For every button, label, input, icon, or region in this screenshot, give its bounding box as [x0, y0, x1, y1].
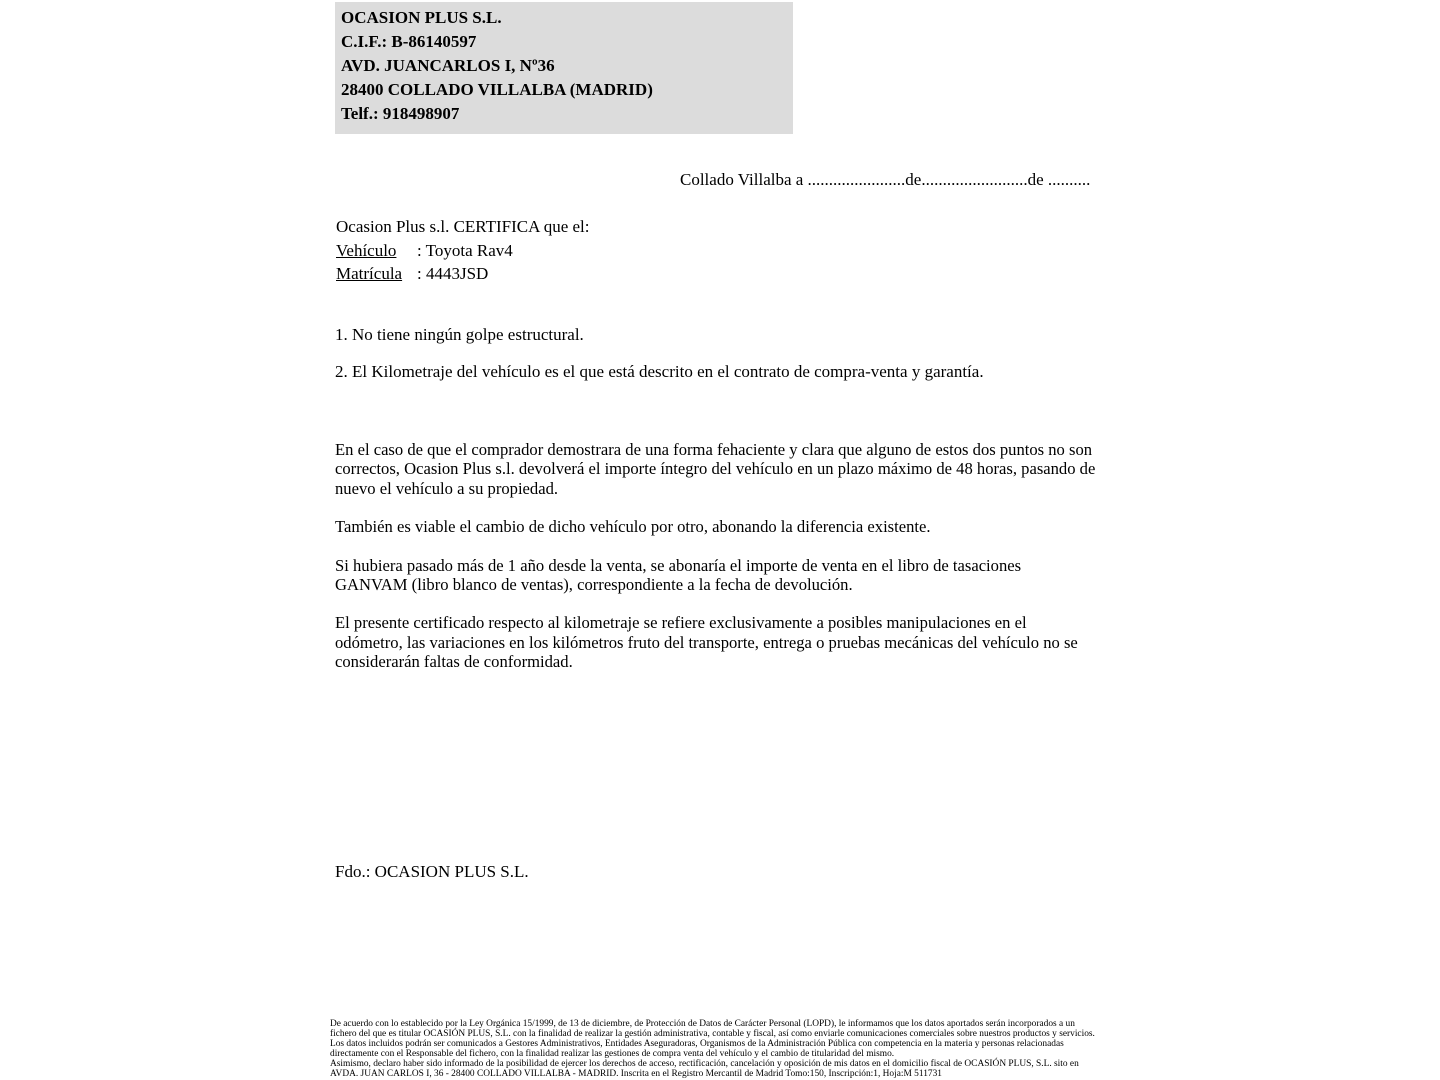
point-2: 2. El Kilometraje del vehículo es el que está descrito en el contrato de compra-venta y garantía. — [335, 362, 984, 381]
company-name: OCASION PLUS S.L. — [341, 8, 502, 27]
footer-data-sharing: Los datos incluidos podrán ser comunicados a Gestores Administrativos, Entidades Aseguradoras, Organismos de la Administración Pública con competencia en la materia y personas relacionadas directamente con el Responsable del fichero, con la finalidad realizar las gestiones de compra venta del vehículo y el cambio de titularidad del mismo. — [330, 1039, 1064, 1059]
body-paragraphs — [335, 440, 1097, 691]
company-header-box — [335, 2, 793, 134]
date-line: Collado Villalba a .......................de.........................de .......... — [680, 170, 1091, 189]
vehicle-row — [336, 239, 590, 263]
plate-row — [336, 262, 590, 286]
company-address: AVD. JUANCARLOS I, Nº36 — [341, 56, 555, 75]
company-phone: Telf.: 918498907 — [341, 104, 460, 123]
legal-footer — [330, 1019, 1102, 1079]
paragraph-ganvam: Si hubiera pasado más de 1 año desde la venta, se abonaría el importe de venta en el libro de tasaciones GANVAM (libro blanco de ventas), correspondiente a la fecha de devolución. — [335, 555, 1022, 595]
vehicle-value: : Toyota Rav4 — [417, 240, 513, 260]
certification-block — [336, 215, 590, 286]
certifica-intro: Ocasion Plus s.l. CERTIFICA que el: — [336, 217, 590, 236]
company-cif: C.I.F.: B-86140597 — [341, 32, 477, 51]
paragraph-odometer: El presente certificado respecto al kilometraje se refiere exclusivamente a posibles manipulaciones en el odómetro, las variaciones en los kilómetros fruto del transporte, entrega o pruebas mecánicas del vehículo no se considerarán faltas de conformidad. — [335, 613, 1078, 672]
paragraph-exchange: También es viable el cambio de dicho vehículo por otro, abonando la diferencia existente. — [335, 517, 931, 537]
certified-points — [335, 325, 1105, 382]
plate-value: : 4443JSD — [417, 264, 489, 284]
paragraph-refund: En el caso de que el comprador demostrara de una forma fehaciente y clara que alguno de estos dos puntos no son correctos, Ocasion Plus s.l. devolverá el importe íntegro del vehículo en un plazo máximo de 48 horas, pasando de nuevo el vehículo a su propiedad. — [335, 440, 1096, 498]
vehicle-label: Vehículo — [336, 240, 397, 260]
plate-label: Matrícula — [336, 264, 403, 284]
footer-rights: Asimismo, declaro haber sido informado de la posibilidad de ejercer los derechos de acceso, rectificación, cancelación y oposición de mis datos en el domicilio fiscal de OCASIÓN PLUS, S.L. sito en AVDA. JUAN CARLOS I, 36 - 28400 COLLADO VILLALBA - MADRID. Inscrita en el Registro Mercantil de Madrid Tomo:150, Inscripción:1, Hoja:M 511731 — [330, 1059, 1079, 1079]
point-1: 1. No tiene ningún golpe estructural. — [335, 325, 584, 344]
company-city: 28400 COLLADO VILLALBA (MADRID) — [341, 80, 653, 99]
signature-line: Fdo.: OCASION PLUS S.L. — [335, 862, 529, 881]
footer-lopd: De acuerdo con lo establecido por la Ley Orgánica 15/1999, de 13 de diciembre, de Protección de Datos de Carácter Personal (LOPD), le informamos que los datos aportados serán incorporados a un fichero del que es titular OCASIÓN PLUS, S.L. con la finalidad de realizar la gestión administrativa, contable y fiscal, así como enviarle comunicaciones comerciales sobre nuestros productos y servicios. — [330, 1019, 1095, 1039]
